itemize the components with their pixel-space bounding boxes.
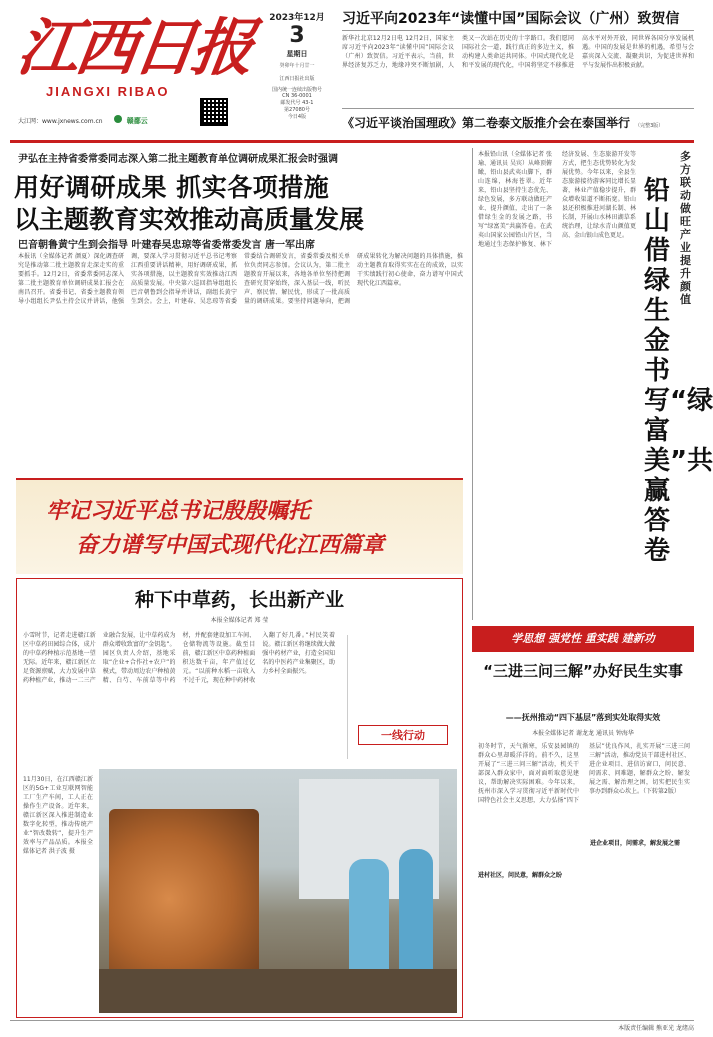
second-headline-text: 《习近平谈治国理政》第二卷泰文版推介会在泰国举行 xyxy=(342,116,631,130)
lead-headline-2[interactable]: 以主题教育实效推动高质量发展 xyxy=(14,205,365,234)
second-headline[interactable] xyxy=(342,112,694,128)
date-day: 3 xyxy=(289,23,305,48)
lead-subhead: 巴音朝鲁黄宁生到会指导 叶建春吴忠琼等省委常委发言 唐一军出席 xyxy=(18,240,315,251)
bottom-right-body: 初冬时节，天气渐寒，乐安县园镇的群众心里却暖洋洋的。前不久，这里开展了“三进三问三解”活动，机关干部深入群众家中，面对面听取意见建议，帮助解决实际困难。今年以来，抚州市深入学习贯彻习近平新时代中国特色社会主义思想，大力弘扬“四下基层”优良作风，扎实开展“三进三问三解”活动，推动党员干部进村社区、进企业项目、进信访窗口，问民意、问需求、问难题，解群众之盼、解发展之需、解治理之困，切实把民生实事办到群众心坎上。（下转第2版） xyxy=(478,743,690,804)
date-year-month: 2023年12月 xyxy=(269,13,325,23)
website-link[interactable]: 大江网：www.jxnews.com.cn xyxy=(18,118,103,125)
bottom-right-subhead: ——抚州推动“四下基层”落到实处取得实效 xyxy=(505,713,661,722)
factory-photo xyxy=(99,769,457,1013)
bottom-right-banner-text: 学思想 强党性 重实践 建新功 xyxy=(511,632,655,645)
herb-side-label-box xyxy=(347,635,455,759)
bottom-right-headline[interactable]: “三进三问三解”办好民生实事 xyxy=(483,662,683,680)
herb-body: 小雪时节，记者走进赣江新区中草药田园综合体，成片的中草药种植示范基地一望无际。近年来，赣江新区立足资源禀赋，大力发展中草药种植产业，推动一二三产业融合发展，让中草药成为群众增收致富的“金钥匙”。园区负责人介绍，基地采取“企业+合作社+农户”的模式，带动周边农户种植黄精、白芍、车前草等中药材，并配套建设加工车间、仓储物流等设施。截至目前，赣江新区中草药种植面积达数千亩，年产值过亿元。“以前种水稻一亩收入不过千元，现在种中药材收入翻了好几番。”村民笑着说。赣江新区将继续做大做强中药材产业，打造全国知名的中医药产业集聚区，助力乡村全面振兴。 xyxy=(23,632,335,684)
logo-pinyin: JIANGXI RIBAO xyxy=(46,84,170,99)
top-news-body: 新华社北京12月2日电 12月2日，国家主席习近平向2023年“读懂中国”国际会议（广州）致贺信。习近平表示，当前，世界经济复苏乏力，地缘冲突不断加剧，人类又一次站在历史的十字路口。我们愿同国际社会一道，践行真正的多边主义，推动构建人类命运共同体。中国式现代化是和平发展的现代化，中国将坚定不移推进高水平对外开放，同世界各国分享发展机遇。中国的发展是世界的机遇，希望与会嘉宾深入交流、凝聚共识，为促进世界和平与发展作出积极贡献。 xyxy=(342,35,694,69)
herb-headline[interactable]: 种下中草药，长出新产业 xyxy=(134,589,344,611)
lead-kicker: 尹弘在主持省委常委同志深入第二批主题教育单位调研成果汇报会时强调 xyxy=(18,154,338,165)
postal-number: 43-1 xyxy=(302,100,314,106)
second-headline-note: （完整3版） xyxy=(635,123,664,129)
top-news-headline[interactable]: 习近平向2023年“读懂中国”国际会议（广州）致贺信 xyxy=(342,11,680,27)
publisher: 江西日报社出版 xyxy=(279,76,315,82)
lead-headline-1[interactable]: 用好调研成果 抓实各项措施 xyxy=(14,173,330,202)
bottom-right-byline: 本报全媒体记者 谢龙龙 通讯员 钟海华 xyxy=(532,730,634,737)
banner-line-2: 奋力谱写中国式现代化江西篇章 xyxy=(76,532,385,558)
logo-text: 江西日报 xyxy=(12,11,256,84)
section-heading-1: 进村社区，问民意，解群众之盼 xyxy=(478,870,578,879)
bottom-right-banner xyxy=(472,626,694,652)
footer-editor: 本版责任编辑 熊亚光 龙绪高 xyxy=(618,1025,694,1032)
cn-number: CN 36-0001 xyxy=(282,93,312,99)
feature-body: 本报铅山讯（全媒体记者 张瑜、通讯员 吴宾）从峰顶俯瞰，铅山县武夷山脚下，群山连绵，林海苍翠。近年来，铅山县坚持生态优先、绿色发展，多方联动做旺产业、提升颜值，走出了一条借绿生金的发展之路，书写“绿富美”共赢答卷。在武夷山国家公园铅山片区，当地通过生态保护修复、林下经济发展、生态旅游开发等方式，把生态优势转化为发展优势。今年以来，全县生态旅游接待游客同比增长显著，林业产值稳步提升，群众增收渠道不断拓宽。铅山县还积极推进河湖长制、林长制，开展山水林田湖草系统治理，让绿水青山颜值更高、金山银山成色更足。 xyxy=(478,151,636,248)
cn-label: 国内统一连续出版物号 xyxy=(271,87,322,93)
lunar-date: 癸卯年十月廿一 xyxy=(279,63,315,69)
postal-label: 邮发代号 xyxy=(280,100,301,106)
herb-byline: 本报全媒体记者 郑 莹 xyxy=(210,617,269,624)
issue-number: 第27080号 xyxy=(284,107,310,113)
page-count: 今日4版 xyxy=(287,114,307,120)
masthead-divider xyxy=(10,140,694,143)
banner-line-1: 牢记习近平总书记殷殷嘱托 xyxy=(46,498,311,524)
feature-side-heading: 多方联动 做旺产业 提升颜值 xyxy=(680,150,691,306)
section-heading-2: 进企业项目，问需求，解发展之需 xyxy=(590,838,690,847)
app-name: 赣鄱云 xyxy=(126,117,148,125)
date-box xyxy=(262,10,332,126)
lead-body: 本报讯（全媒体记者 颜夏）深化调查研究是推动第二批主题教育走深走实的重要抓手。12月2日，省委常委同志深入第二批主题教育单位调研成果汇报会在南昌召开。省委书记、省委主题教育领导小组组长尹弘主持会议并讲话，他强调，要深入学习贯彻习近平总书记考察江西重要讲话精神，用好调研成果，抓实各项措施，以主题教育实效推动江西高质量发展。中央第六巡回指导组组长巴音朝鲁到会指导并讲话，副组长黄宁生到会。会上，叶建春、吴忠琼等省委常委结合调研发言，省委常委及相关单位负责同志参加。会议认为，第二批主题教育开展以来，各地各单位坚持把调查研究贯穿始终，深入基层一线，听民声、察民情、解民忧，形成了一批高质量的调研成果。要坚持问题导向，把调研成果转化为解决问题的具体措施，推动主题教育取得实实在在的成效，以实干实绩践行初心使命，奋力谱写中国式现代化江西篇章。 xyxy=(18,253,463,305)
weekday: 星期日 xyxy=(286,50,308,58)
photo-caption: 11月30日，在江西赣江新区的5G+工业互联网智能工厂生产车间，工人正在操作生产设备。近年来，赣江新区深入推进制造业数字化转型，推动传统产业“智改数转”，提升生产效率与产品品质。本报全媒体记者 洪子波 摄 xyxy=(23,776,93,855)
herb-side-label[interactable]: 一线行动 xyxy=(358,725,448,745)
theme-banner xyxy=(16,478,463,574)
qr-code-icon[interactable] xyxy=(200,98,228,126)
app-icon xyxy=(114,115,122,123)
herb-story-box xyxy=(16,578,463,1018)
masthead-logo xyxy=(12,8,256,99)
feature-headline[interactable]: 铅山借绿生金书写“绿富美”共赢答卷 xyxy=(644,176,713,566)
